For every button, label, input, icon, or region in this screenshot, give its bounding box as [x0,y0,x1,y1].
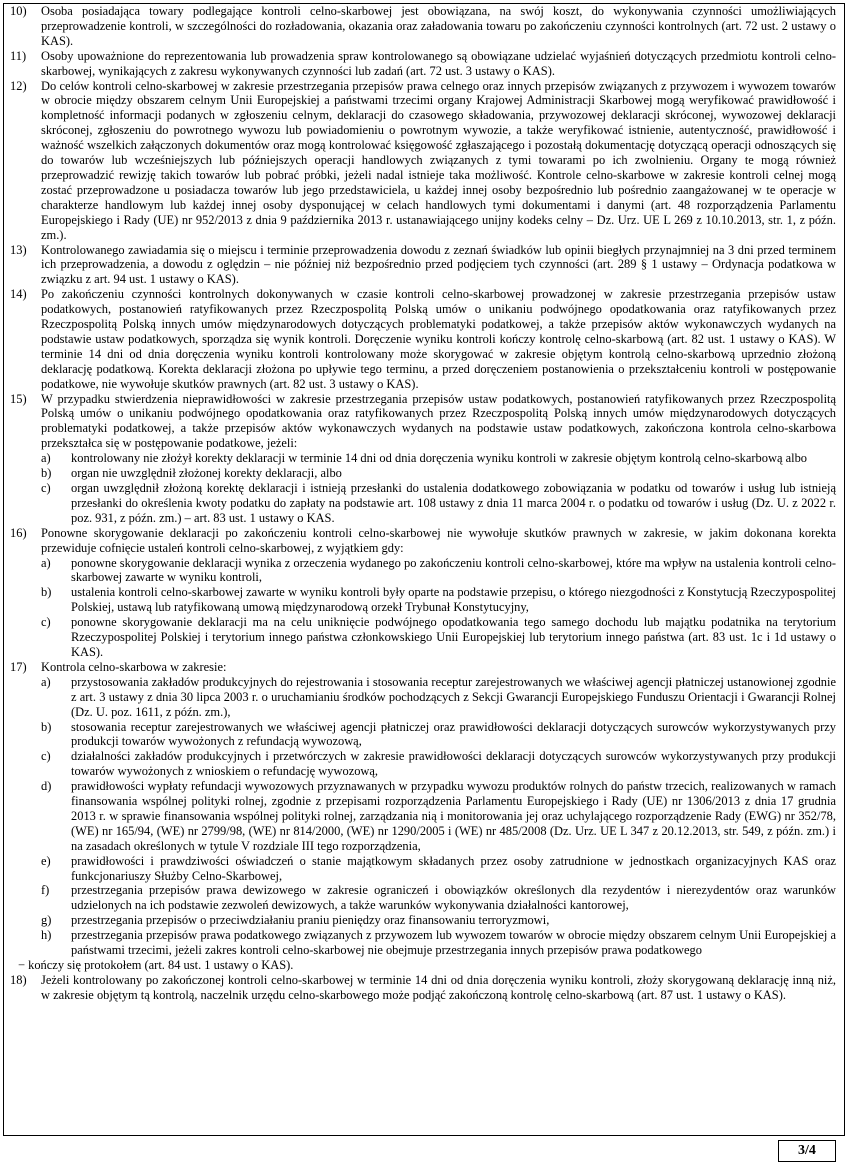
item-block [41,392,836,526]
sub-item [41,913,836,928]
list-item [10,49,836,79]
item-number: 13) [10,242,27,257]
item-text: Po zakończeniu czynności kontrolnych dokonywanych w czasie kontroli celno-skarbowej prowadzonej w zakresie przestrzegania przepisów ustaw podatkowych, postanowień ratyfikowanych przez Rzeczpospolitą Polską umów o unikaniu podwójnego opodatkowania oraz ratyfikowanych przez Rzeczpospolitą Polską innych umów międzynarodowych dotyczących problematyki podatkowej, a także przepisów aktów wykonawczych wydanych na podstawie ustaw podatkowych, sporządza się wynik kontroli. Doręczenie wyniku kontroli kończy kontrolę celno-skarbową (art. 82 ust. 1 ustawy o KAS). W terminie 14 dni od dnia doręczenia wyniku kontroli kontrolowany może skorygować w zakresie objętym kontrolą celno-skarbową uprzednio złożoną deklarację podatkową. Korekta deklaracji złożona po upływie tego terminu, a przed doręczeniem postanowienia o przekształceniu kontroli w postępowanie podatkowe, nie wywołuje skutków prawnych (art. 82 ust. 3 ustawy o KAS). [41,287,836,391]
sub-item-text: ponowne skorygowanie deklaracji wynika z orzeczenia wydanego po zakończeniu kontroli celno-skarbowej, które ma wpływ na ustalenia kontroli celno-skarbowej zawarte w wyniku kontroli, [71,555,836,585]
list-item [10,4,836,49]
item-number: 10) [10,4,27,18]
sub-item [41,749,836,779]
item-number: 16) [10,525,27,540]
item-block [41,526,836,660]
sub-item [41,883,836,913]
item-text: W przypadku stwierdzenia nieprawidłowości w zakresie przestrzegania przepisów ustaw podatkowych, postanowień ratyfikowanych przez Rzeczpospolitą Polską umów o unikaniu podwójnego opodatkowania oraz ratyfikowanych przez Rzeczpospolitą Polską innych umów międzynarodowych dotyczących problematyki podatkowej, a także przepisów aktów wykonawczych wydanych na podstawie ustaw podatkowych, zakończona kontrola celno-skarbowa przekształca się w postępowanie podatkowe, jeżeli: [41,391,836,451]
sub-item-letter: f) [41,883,50,898]
sub-item-letter: d) [41,779,52,794]
sub-item-letter: a) [41,451,51,466]
sub-item-text: przestrzegania przepisów o przeciwdziałaniu praniu pieniędzy oraz finansowaniu terroryzmowi, [71,913,550,928]
sub-item-letter: a) [41,674,51,689]
item-text: Ponowne skorygowanie deklaracji po zakończeniu kontroli celno-skarbowej nie wywołuje skutków prawnych w zakresie, w jakim dokonana korekta przewiduje cofnięcie ustaleń kontroli celno-skarbowej, z wyjątkiem gdy: [41,525,836,555]
item-number: 15) [10,391,27,406]
list-item [10,973,836,1003]
sub-item-letter: b) [41,585,52,600]
sub-item [41,779,836,854]
sub-item [41,615,836,660]
sub-item [41,854,836,884]
item-number: 12) [10,78,27,93]
sub-item-text: przystosowania zakładów produkcyjnych do rejestrowania i stosowania receptur zarejestrowanych we właściwej agencji płatniczej ustanowionej zgodnie z art. 3 ustawy z dnia 30 lipca 2003 r. o uruchamianiu środków pochodzących z Sekcji Gwarancji Europejskiego Funduszu Orientacji i Gwarancji Rolnej (Dz. U. poz. 1611, z późn. zm.), [71,674,836,719]
item-block [41,660,836,958]
sub-item-text: działalności zakładów produkcyjnych i przetwórczych w zakresie prawidłowości deklaracji dotyczących surowców wykorzystywanych przy produkcji towarów wywożonych z wnioskiem o refundację wywozową, [71,749,836,779]
sub-item [41,585,836,615]
item-text: Do celów kontroli celno-skarbowej w zakresie przestrzegania przepisów prawa celnego oraz innych przepisów związanych z przywozem i wywozem towarów w obrocie między obszarem celnym Unii Europejskiej a państwami trzecimi organy Krajowej Administracji Skarbowej mogą weryfikować prawidłowość i kompletność informacji podanych w zgłoszeniu celnym, deklaracji do czasowego składowania, przywozowej deklaracji skróconej, wywozowej deklaracji skróconej, zgłoszeniu do powrotnego wywozu lub powiadomieniu o powrotnym wywozie, a także weryfikować istnienie, autentyczność, prawidłowość i ważność wszelkich załączonych dokumentów oraz mogą kontrolować księgowość zgłaszającego i pozostałą dokumentację dotyczącą operacji odnoszących się do towarów lub wcześniejszych lub późniejszych operacji handlowych związanych z tymi towarami po ich zwolnieniu. Organy te mogą również przeprowadzić rewizję takich towarów lub pobrać próbki, jeżeli nadal istnieje taka możliwość. Kontrole celno-skarbowe w zakresie kontroli celnej mogą zostać przeprowadzone u posiadacza towarów lub jego przedstawiciela, u każdej innej osoby bezpośrednio lub pośrednio zaangażowanej w te operacje w charakterze handlowym lub każdej innej osoby dysponującej w celach handlowych tymi dokumentami i danymi (art. 48 rozporządzenia Parlamentu Europejskiego i Rady (UE) nr 952/2013 z dnia 9 października 2013 r. ustanawiającego unijny kodeks celny – Dz. Urz. UE L 269 z 10.10.2013, str. 1, z późn. zm.). [41,78,836,242]
list-item [10,79,836,243]
sub-item [41,466,836,481]
sub-item-text: stosowania receptur zarejestrowanych we właściwej agencji płatniczej oraz prawidłowości deklaracji dotyczących surowców wykorzystywanych przy produkcji towarów wywożonych z refundacją wywozową, [71,719,836,749]
item-number: 11) [10,48,27,63]
sub-item-letter: c) [41,615,51,630]
sub-item-letter: h) [41,928,52,943]
item-text: Kontrolowanego zawiadamia się o miejscu i terminie przeprowadzenia dowodu z zeznań świadków lub opinii biegłych przynajmniej na 3 dni przed terminem ich przeprowadzenia, a dowodu z oględzin – nie później niż bezpośrednio przed podjęciem tych czynności (art. 289 § 1 ustawy – Ordynacja podatkowa w związku z art. 94 ust. 1 ustawy o KAS). [41,242,836,287]
item-number: 17) [10,659,27,674]
item-text: Osoba posiadająca towary podlegające kontroli celno-skarbowej jest obowiązana, na swój koszt, do wykonywania czynności umożliwiających przeprowadzenie kontroli, w szczególności do rozładowania, okazania oraz załadowania towaru po zakończeniu czynności kontrolnych (art. 72 ust. 2 ustawy o KAS). [41,4,836,48]
sub-item-text: przestrzegania przepisów prawa podatkowego związanych z przywozem lub wywozem towarów w obrocie między obszarem celnym Unii Europejskiej a państwami trzecimi, jeżeli zakres kontroli celno-skarbowej nie obejmuje przestrzegania innych przepisów prawa podatkowego [71,928,836,958]
sub-item-letter: e) [41,853,51,868]
item-closing-text: − kończy się protokołem (art. 84 ust. 1 ustawy o KAS). [18,958,294,972]
item-text: Osoby upoważnione do reprezentowania lub prowadzenia spraw kontrolowanego są obowiązane udzielać wyjaśnień dotyczących przedmiotu kontroli celno-skarbowej, wynikających z zakresu wykonywanych czynności lub zadań (art. 72 ust. 3 ustawy o KAS). [41,48,836,78]
sub-item-text: organ uwzględnił złożoną korektę deklaracji i istnieją przesłanki do ustalenia dodatkowego zobowiązania w podatku od towarów i usług lub istnieją przesłanki do określenia kwoty podatku do zapłaty na podstawie art. 108 ustawy z dnia 11 marca 2004 r. o podatku od towarów i usług (Dz. U. z 2022 r. poz. 931, z późn. zm.) – art. 83 ust. 1 ustawy o KAS. [71,481,836,525]
sub-item-letter: c) [41,481,51,495]
document-body [10,4,836,1003]
sub-item-letter: c) [41,749,51,764]
sub-item-letter: a) [41,555,51,570]
list-item [10,526,836,660]
item-text: Kontrola celno-skarbowa w zakresie: [41,659,227,674]
sub-item [41,928,836,958]
list-item [10,660,836,958]
sub-item-letter: g) [41,913,52,928]
item-number: 18) [10,972,27,987]
list-item [10,392,836,526]
sub-item-text: organ nie uwzględnił złożonej korekty deklaracji, albo [71,466,342,481]
sub-item [41,481,836,526]
sub-item [41,556,836,586]
sub-item [41,451,836,466]
item-number: 14) [10,287,27,302]
sub-item-text: przestrzegania przepisów prawa dewizowego w zakresie ograniczeń i obowiązków określonych dla rezydentów i nierezydentów oraz warunków udzielonych na ich podstawie zezwoleń dewizowych, a także warunków wykonywania działalności kantorowej, [71,883,836,913]
sub-item-letter: b) [41,719,52,734]
page-number: 3/4 [778,1140,836,1162]
item-text: Jeżeli kontrolowany po zakończonej kontroli celno-skarbowej w terminie 14 dni od dnia doręczenia wyniku kontroli, złoży skorygowaną deklarację inną niż, w zakresie objętym tą kontrolą, naczelnik urzędu celno-skarbowego może podjąć zakończoną kontrolę celno-skarbową (art. 87 ust. 1 ustawy o KAS). [41,972,836,1002]
sub-item-text: ustalenia kontroli celno-skarbowej zawarte w wyniku kontroli były oparte na podstawie przepisu, o którego niezgodności z Konstytucją Rzeczypospolitej Polskiej, ustawą lub ratyfikowaną umową międzynarodową orzekł Trybunał Konstytucyjny, [71,585,836,615]
sub-item [41,720,836,750]
sub-item [41,675,836,720]
sub-item-letter: b) [41,466,52,481]
sub-item-text: prawidłowości i prawdziwości oświadczeń o stanie majątkowym składanych przez osoby zatrudnione w jednostkach organizacyjnych KAS oraz funkcjonariuszy Służby Celno-Skarbowej, [71,853,836,883]
sub-item-text: ponowne skorygowanie deklaracji ma na celu uniknięcie podwójnego opodatkowania tego samego dochodu lub majątku podatnika na terytorium Rzeczypospolitej Polskiej i terytorium innego państwa członkowskiego Unii Europejskiej lub terytorium innego państwa (art. 83 ust. 1c i 1d ustawy o KAS). [71,615,836,659]
list-item [10,287,836,391]
sub-item-text: kontrolowany nie złożył korekty deklaracji w terminie 14 dni od dnia doręczenia wyniku kontroli w zakresie objętym kontrolą celno-skarbową albo [71,451,808,466]
sub-item-text: prawidłowości wypłaty refundacji wywozowych przyznawanych w przypadku wywozu produktów rolnych do państw trzecich, realizowanych w ramach finansowania wspólnej polityki rolnej, zgodnie z przepisami rozporządzenia Parlamentu Europejskiego i Rady (UE) nr 1306/2013 z dnia 17 grudnia 2013 r. w sprawie finansowania wspólnej polityki rolnej, zarządzania nią i monitorowania jej oraz uchylającego rozporządzenie Rady (EWG) nr 352/78, (WE) nr 165/94, (WE) nr 2799/98, (WE) nr 814/2000, (WE) nr 1290/2005 i (WE) nr 485/2008 (Dz. Urz. UE L 347 z 20.12.2013, str. 549, z późn. zm.) i na zasadach określonych w tytule V rozdziale III tego rozporządzenia, [71,779,836,853]
list-item [10,243,836,288]
